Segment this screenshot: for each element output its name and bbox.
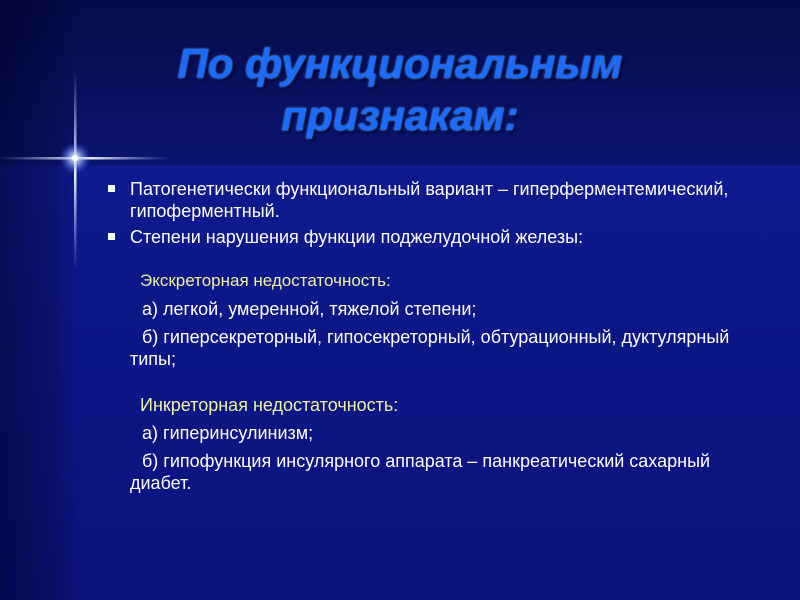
- title-line-1: По функциональным: [177, 40, 623, 87]
- square-bullet-icon: [108, 233, 115, 240]
- page-title: [130, 38, 670, 142]
- exocrine-heading: Экскреторная недостаточность:: [140, 271, 391, 290]
- exocrine-item: а) легкой, умеренной, тяжелой степени;: [142, 299, 477, 319]
- bullet-item: [104, 178, 754, 222]
- bullet-item: [104, 226, 754, 248]
- square-bullet-icon: [108, 185, 115, 192]
- endocrine-heading: Инкреторная недостаточность:: [140, 395, 399, 415]
- endocrine-item: а) гиперинсулинизм;: [142, 423, 314, 443]
- endocrine-item: б) гипофункция инсулярного аппарата – панкреатический сахарный диабет.: [130, 451, 711, 493]
- bullet-text: Степени нарушения функции поджелудочной железы:: [130, 227, 584, 247]
- exocrine-item: б) гиперсекреторный, гипосекреторный, обтурационный, дуктулярный типы;: [130, 327, 730, 369]
- bullet-text: Патогенетически функциональный вариант – гиперферментемический, гипоферментный.: [130, 179, 729, 221]
- title-line-2: признакам:: [281, 92, 519, 139]
- content-body: [104, 178, 754, 494]
